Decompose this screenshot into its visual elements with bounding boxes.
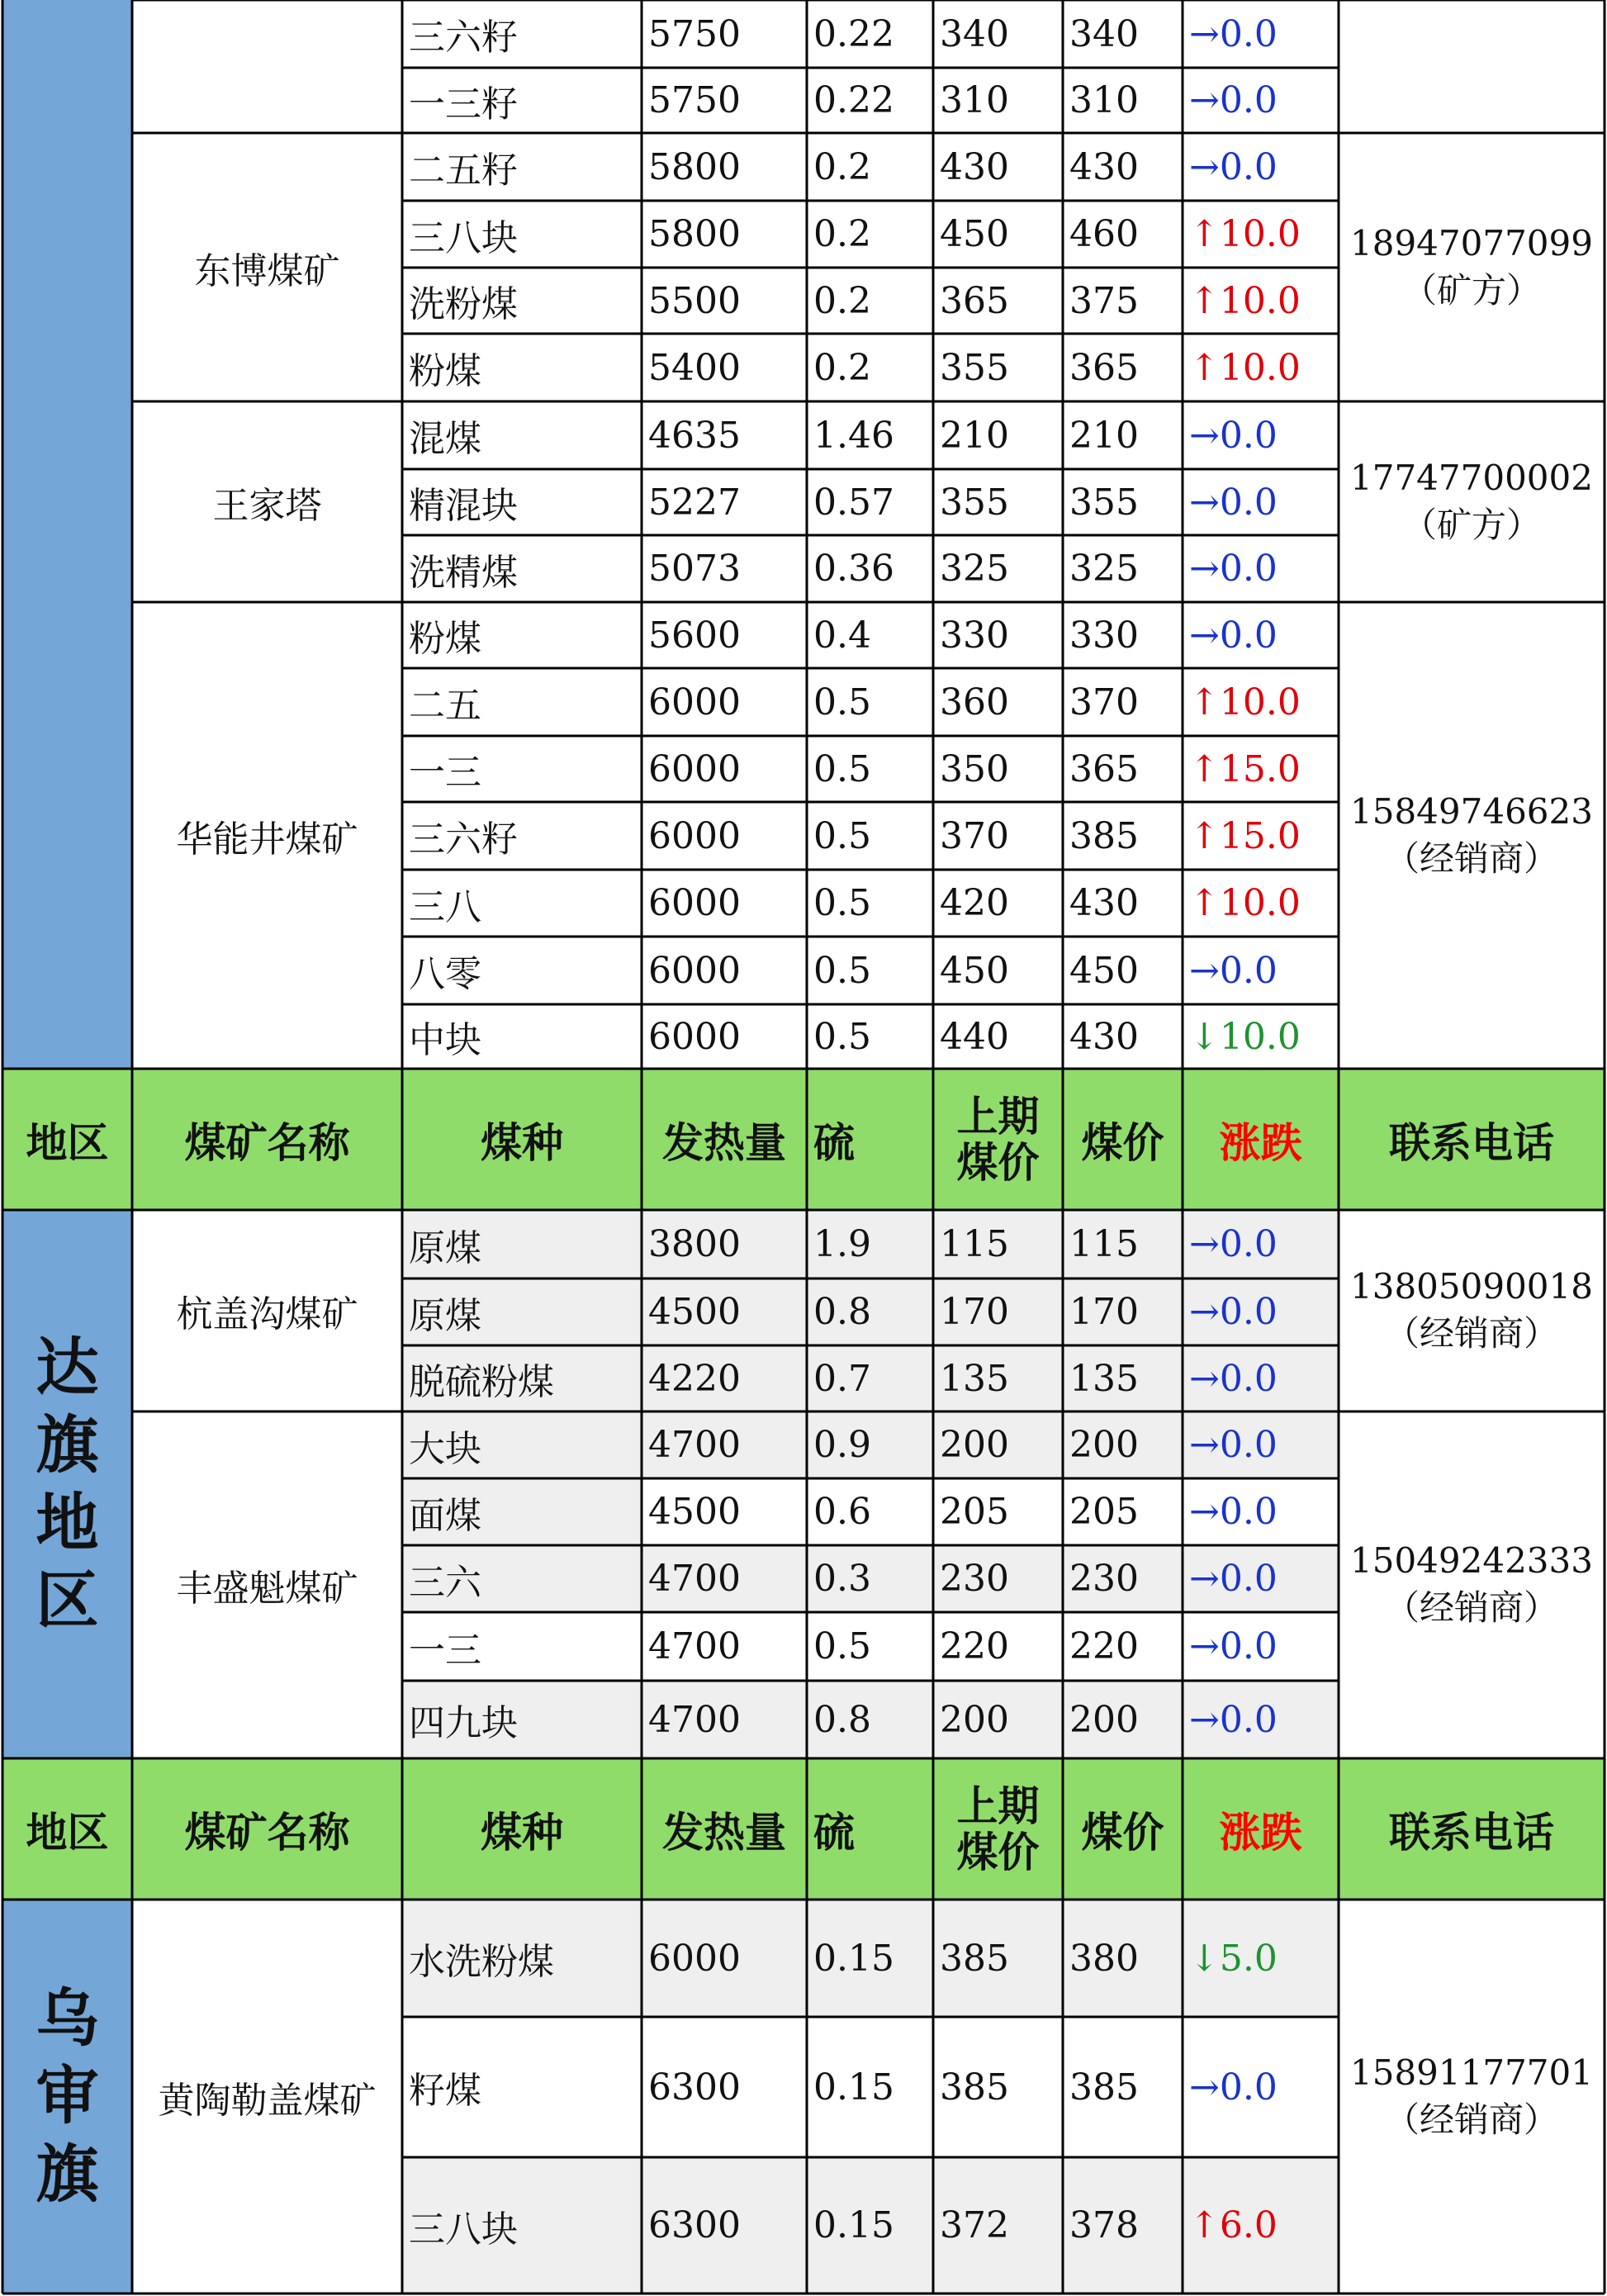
heat-value-cell: 6300: [648, 2066, 741, 2109]
prev-price-cell: 230: [933, 1545, 1063, 1612]
prev-price-cell: 370: [940, 814, 1009, 857]
change-value: 0.0: [1219, 1223, 1278, 1265]
mine-name: [132, 0, 402, 133]
region-cell: [2, 1900, 132, 2294]
header-mine-name: 煤矿名称: [132, 1758, 402, 1900]
coal-type-cell: 一三籽: [409, 83, 518, 126]
contact-phone: 15849746623: [1350, 790, 1593, 832]
arrow-right-icon: →: [1189, 1491, 1220, 1533]
change-value: 15.0: [1219, 747, 1301, 790]
coal-type-cell: 粉煤: [409, 350, 481, 392]
heat-value-cell: 6000: [648, 1015, 741, 1058]
change-cell: [1183, 1545, 1339, 1612]
region-char: 地: [36, 1486, 99, 1559]
arrow-up-icon: ↑: [1189, 213, 1220, 255]
contact-phone: 15049242333: [1350, 1540, 1593, 1582]
header-mine-name: 煤矿名称: [132, 1069, 402, 1210]
heat-value-cell: 6000: [642, 1900, 807, 2017]
heat-value-cell: 5500: [648, 279, 741, 322]
arrow-right-icon: →: [1189, 1558, 1220, 1600]
sulfur-cell: 0.22: [813, 79, 894, 121]
coal-type-cell: 一三: [409, 1629, 481, 1672]
change-value: 0.0: [1219, 949, 1278, 992]
sulfur-cell: 0.2: [813, 346, 871, 389]
mine-name: 丰盛魁煤矿: [176, 1568, 358, 1610]
prev-price-cell: 385: [933, 1900, 1063, 2017]
sulfur-cell: 0.15: [807, 1900, 933, 2017]
heat-value-cell: 5600: [648, 614, 741, 657]
price-cell: 170: [1063, 1278, 1183, 1345]
coal-type-cell: 二五: [409, 685, 481, 727]
prev-price-cell: 355: [940, 481, 1009, 524]
region-char: 达: [36, 1330, 99, 1404]
heat-value-cell: 4220: [642, 1345, 807, 1411]
price-cell: 365: [1069, 346, 1139, 389]
price-cell: 200: [1063, 1411, 1183, 1478]
prev-price-cell: 325: [940, 548, 1009, 590]
change-cell: [1183, 1681, 1339, 1758]
arrow-up-icon: ↑: [1189, 279, 1220, 322]
price-cell: 340: [1069, 12, 1139, 55]
coal-type-cell: 大块: [402, 1411, 642, 1478]
prev-price-cell: 220: [940, 1625, 1009, 1667]
mine-name: 杭盖沟煤矿: [176, 1293, 358, 1335]
sulfur-cell: 0.9: [807, 1411, 933, 1478]
sulfur-cell: 1.9: [807, 1210, 933, 1278]
heat-value-cell: 4700: [642, 1411, 807, 1478]
coal-type-cell: 原煤: [402, 1210, 642, 1278]
sulfur-cell: 0.8: [807, 1681, 933, 1758]
header-prev-line1: 上期: [956, 1781, 1040, 1830]
change-value: 0.0: [1219, 2066, 1278, 2109]
sulfur-cell: 0.5: [813, 681, 871, 723]
header-price: 煤价: [1063, 1069, 1183, 1210]
sulfur-cell: 0.3: [807, 1545, 933, 1612]
change-value: 10.0: [1219, 213, 1301, 255]
sulfur-cell: 0.7: [807, 1345, 933, 1411]
arrow-right-icon: →: [1189, 1424, 1220, 1466]
contact-phone: 17747700002: [1350, 457, 1593, 498]
header-price: 煤价: [1063, 1758, 1183, 1900]
sulfur-cell: 0.5: [813, 882, 871, 924]
coal-type-cell: 四九块: [402, 1681, 642, 1758]
prev-price-cell: 210: [940, 414, 1009, 457]
price-cell: 310: [1069, 79, 1139, 121]
arrow-right-icon: →: [1189, 2066, 1220, 2109]
change-cell: [1183, 1612, 1339, 1681]
change-cell: [1183, 1004, 1339, 1069]
price-cell: 430: [1069, 882, 1139, 924]
header-heat-value: 发热量: [642, 1758, 807, 1900]
change-value: 5.0: [1219, 1937, 1278, 1980]
sulfur-cell: 0.6: [813, 1491, 871, 1533]
prev-price-cell: 360: [940, 681, 1009, 723]
prev-price-cell: 385: [940, 2066, 1009, 2109]
sulfur-cell: 0.5: [813, 1015, 871, 1058]
contact-phone: 13805090018: [1350, 1266, 1593, 1307]
change-cell: [1183, 736, 1339, 802]
header-prev-line2: 煤价: [956, 1828, 1040, 1876]
price-cell: 220: [1069, 1625, 1139, 1667]
arrow-up-icon: ↑: [1189, 346, 1220, 389]
contact-cell: [1339, 133, 1605, 401]
mine-name: 东博煤矿: [194, 249, 340, 292]
sulfur-cell: 0.22: [813, 12, 894, 55]
prev-price-cell: 440: [940, 1015, 1009, 1058]
arrow-right-icon: →: [1189, 12, 1220, 55]
coal-type-cell: 三八块: [409, 216, 518, 259]
arrow-right-icon: →: [1189, 145, 1220, 188]
contact-role: （经销商）: [1384, 1313, 1558, 1354]
price-cell: 200: [1063, 1681, 1183, 1758]
coal-type-cell: 水洗粉煤: [402, 1900, 642, 2017]
heat-value-cell: 4700: [642, 1681, 807, 1758]
sulfur-cell: 0.5: [813, 949, 871, 992]
change-cell: [1183, 1900, 1339, 2017]
heat-value-cell: 4500: [648, 1491, 741, 1533]
change-value: 0.0: [1219, 79, 1278, 121]
prev-price-cell: 200: [933, 1411, 1063, 1478]
region-cell: [2, 1210, 132, 1758]
region-char: 乌: [36, 1981, 99, 2056]
sulfur-cell: 0.36: [813, 548, 894, 590]
change-cell: [1183, 201, 1339, 268]
heat-value-cell: 4500: [642, 1278, 807, 1345]
coal-type-cell: 混煤: [409, 418, 481, 460]
price-cell: 210: [1069, 414, 1139, 457]
sulfur-cell: 0.15: [807, 2157, 933, 2294]
price-cell: 135: [1063, 1345, 1183, 1411]
sulfur-cell: 1.46: [813, 414, 894, 457]
coal-type-cell: 三六籽: [409, 17, 518, 59]
change-cell: [1183, 334, 1339, 401]
prev-price-cell: 340: [940, 12, 1009, 55]
contact-role: （矿方）: [1401, 269, 1541, 311]
contact-cell: [1339, 0, 1605, 133]
change-cell: [1183, 870, 1339, 937]
prev-price-cell: 205: [940, 1491, 1009, 1533]
prev-price-cell: 450: [940, 213, 1009, 255]
header-prev-price: [933, 1069, 1063, 1210]
coal-type-cell: 一三: [409, 752, 481, 794]
change-value: 10.0: [1219, 346, 1301, 389]
change-value: 0.0: [1219, 614, 1278, 657]
arrow-right-icon: →: [1189, 949, 1220, 992]
contact-cell: [1339, 1411, 1605, 1758]
contact-cell: [1339, 401, 1605, 602]
coal-type-cell: 粉煤: [409, 618, 481, 660]
price-cell: 380: [1063, 1900, 1183, 2017]
heat-value-cell: 5400: [648, 346, 741, 389]
change-cell: [1183, 937, 1339, 1004]
change-value: 0.0: [1219, 1291, 1278, 1333]
change-value: 0.0: [1219, 1491, 1278, 1533]
coal-type-cell: 三六: [402, 1545, 642, 1612]
change-value: 6.0: [1219, 2204, 1278, 2246]
price-cell: 385: [1069, 814, 1139, 857]
prev-price-cell: 350: [940, 747, 1009, 790]
header-change: 涨跌: [1183, 1758, 1339, 1900]
change-value: 0.0: [1219, 1625, 1278, 1667]
change-cell: [1183, 602, 1339, 668]
arrow-up-icon: ↑: [1189, 814, 1220, 857]
change-value: 10.0: [1219, 681, 1301, 723]
mine-name: 黄陶勒盖煤矿: [158, 2079, 377, 2122]
change-value: 0.0: [1219, 481, 1278, 524]
prev-price-cell: 170: [933, 1278, 1063, 1345]
change-value: 10.0: [1219, 882, 1301, 924]
prev-price-cell: 450: [940, 949, 1009, 992]
change-cell: [1183, 268, 1339, 334]
heat-value-cell: 6000: [648, 814, 741, 857]
change-cell: [1183, 1210, 1339, 1278]
header-heat-value: 发热量: [642, 1069, 807, 1210]
heat-value-cell: 6000: [648, 882, 741, 924]
price-cell: 355: [1069, 481, 1139, 524]
header-contact: 联系电话: [1339, 1069, 1605, 1210]
coal-type-cell: 三八块: [402, 2157, 642, 2294]
header-region: 地区: [2, 1758, 132, 1900]
change-value: 0.0: [1219, 548, 1278, 590]
heat-value-cell: 5800: [648, 213, 741, 255]
contact-role: （经销商）: [1384, 2099, 1558, 2140]
coal-type-cell: 八零: [409, 953, 481, 995]
price-cell: 375: [1069, 279, 1139, 322]
sulfur-cell: 0.2: [813, 213, 871, 255]
arrow-down-icon: ↓: [1189, 1015, 1220, 1058]
coal-type-cell: 三八: [409, 885, 481, 928]
contact-role: （经销商）: [1384, 1587, 1558, 1628]
header-region: 地区: [2, 1069, 132, 1210]
contact-phone: 18947077099: [1350, 222, 1593, 263]
heat-value-cell: 5227: [648, 481, 741, 524]
coal-type-cell: 籽煤: [409, 2070, 481, 2112]
coal-type-cell: 洗粉煤: [409, 283, 518, 325]
coal-type-cell: 二五籽: [409, 149, 518, 192]
region-char: 区: [36, 1563, 99, 1638]
region-cell-top: [2, 0, 132, 1069]
change-value: 10.0: [1219, 1015, 1301, 1058]
prev-price-cell: 330: [940, 614, 1009, 657]
price-cell: 205: [1069, 1491, 1139, 1533]
heat-value-cell: 6000: [648, 747, 741, 790]
contact-cell: [1339, 602, 1605, 1069]
header-prev-price: [933, 1758, 1063, 1900]
sulfur-cell: 0.2: [813, 145, 871, 188]
prev-price-cell: 365: [940, 279, 1009, 322]
mine-name: 华能井煤矿: [176, 818, 358, 861]
heat-value-cell: 4635: [648, 414, 741, 457]
price-cell: 370: [1069, 681, 1139, 723]
change-value: 0.0: [1219, 1357, 1278, 1400]
sulfur-cell: 0.5: [813, 814, 871, 857]
heat-value-cell: 4700: [648, 1625, 741, 1667]
heat-value-cell: 3800: [642, 1210, 807, 1278]
change-cell: [1183, 133, 1339, 201]
change-cell: [1183, 1278, 1339, 1345]
arrow-down-icon: ↓: [1189, 1937, 1220, 1980]
prev-price-cell: 420: [940, 882, 1009, 924]
coal-type-cell: 洗精煤: [409, 551, 518, 594]
change-value: 10.0: [1219, 279, 1301, 322]
change-cell: [1183, 401, 1339, 469]
change-cell: [1183, 2157, 1339, 2294]
coal-type-cell: 脱硫粉煤: [402, 1345, 642, 1411]
prev-price-cell: 115: [933, 1210, 1063, 1278]
coal-type-cell: 中块: [409, 1019, 481, 1061]
arrow-right-icon: →: [1189, 1223, 1220, 1265]
sulfur-cell: 0.15: [813, 2066, 894, 2109]
arrow-up-icon: ↑: [1189, 882, 1220, 924]
change-cell: [1183, 2017, 1339, 2157]
region-char: 旗: [36, 2137, 99, 2211]
heat-value-cell: 5750: [648, 12, 741, 55]
arrow-right-icon: →: [1189, 79, 1220, 121]
price-cell: 460: [1069, 213, 1139, 255]
prev-price-cell: 135: [933, 1345, 1063, 1411]
heat-value-cell: 6300: [642, 2157, 807, 2294]
header-sulfur: 硫: [807, 1069, 933, 1210]
change-cell: [1183, 1411, 1339, 1478]
header-prev-line2: 煤价: [956, 1138, 1040, 1187]
contact-role: （经销商）: [1384, 837, 1558, 879]
contact-phone: 15891177701: [1350, 2052, 1593, 2093]
arrow-right-icon: →: [1189, 1291, 1220, 1333]
header-coal-type: 煤种: [402, 1069, 642, 1210]
arrow-right-icon: →: [1189, 1698, 1220, 1741]
price-cell: 378: [1063, 2157, 1183, 2294]
contact-cell: [1339, 1210, 1605, 1411]
change-value: 0.0: [1219, 12, 1278, 55]
arrow-right-icon: →: [1189, 614, 1220, 657]
price-cell: 365: [1069, 747, 1139, 790]
prev-price-cell: 430: [940, 145, 1009, 188]
price-cell: 430: [1069, 1015, 1139, 1058]
prev-price-cell: 200: [933, 1681, 1063, 1758]
arrow-up-icon: ↑: [1189, 747, 1220, 790]
arrow-right-icon: →: [1189, 481, 1220, 524]
region-char: 旗: [36, 1407, 99, 1482]
coal-type-cell: 精混块: [409, 485, 518, 527]
change-value: 0.0: [1219, 145, 1278, 188]
change-value: 15.0: [1219, 814, 1301, 857]
prev-price-cell: 310: [940, 79, 1009, 121]
heat-value-cell: 5800: [648, 145, 741, 188]
price-cell: 325: [1069, 548, 1139, 590]
sulfur-cell: 0.2: [813, 279, 871, 322]
header-sulfur: 硫: [807, 1758, 933, 1900]
heat-value-cell: 4700: [642, 1545, 807, 1612]
contact-role: （矿方）: [1401, 504, 1541, 545]
arrow-right-icon: →: [1189, 414, 1220, 457]
change-value: 0.0: [1219, 414, 1278, 457]
coal-type-cell: 面煤: [402, 1478, 642, 1545]
price-cell: 330: [1069, 614, 1139, 657]
arrow-right-icon: →: [1189, 548, 1220, 590]
change-cell: [1183, 535, 1339, 602]
arrow-right-icon: →: [1189, 1625, 1220, 1667]
arrow-right-icon: →: [1189, 1357, 1220, 1400]
header-coal-type: 煤种: [402, 1758, 642, 1900]
change-value: 0.0: [1219, 1698, 1278, 1741]
change-value: 0.0: [1219, 1424, 1278, 1466]
change-cell: [1183, 1345, 1339, 1411]
price-cell: 450: [1069, 949, 1139, 992]
header-contact: 联系电话: [1339, 1758, 1605, 1900]
change-cell: [1183, 1478, 1339, 1545]
region-char: 审: [36, 2059, 99, 2133]
heat-value-cell: 5073: [648, 548, 741, 590]
price-cell: 230: [1063, 1545, 1183, 1612]
sulfur-cell: 0.8: [807, 1278, 933, 1345]
mine-name: 王家塔: [212, 484, 322, 527]
change-cell: [1183, 668, 1339, 736]
price-cell: 385: [1069, 2066, 1139, 2109]
sulfur-cell: 0.4: [813, 614, 871, 657]
change-value: 0.0: [1219, 1558, 1278, 1600]
arrow-up-icon: ↑: [1189, 2204, 1220, 2246]
sulfur-cell: 0.5: [813, 747, 871, 790]
change-cell: [1183, 0, 1339, 68]
arrow-up-icon: ↑: [1189, 681, 1220, 723]
coal-type-cell: 三六籽: [409, 818, 518, 861]
sulfur-cell: 0.57: [813, 481, 894, 524]
coal-type-cell: 原煤: [402, 1278, 642, 1345]
prev-price-cell: 372: [933, 2157, 1063, 2294]
contact-cell: [1339, 1900, 1605, 2294]
change-cell: [1183, 802, 1339, 870]
price-cell: 115: [1063, 1210, 1183, 1278]
header-prev-line1: 上期: [956, 1092, 1040, 1141]
heat-value-cell: 5750: [648, 79, 741, 121]
sulfur-cell: 0.5: [813, 1625, 871, 1667]
header-change: 涨跌: [1183, 1069, 1339, 1210]
change-cell: [1183, 469, 1339, 535]
price-cell: 430: [1069, 145, 1139, 188]
heat-value-cell: 6000: [648, 681, 741, 723]
change-cell: [1183, 68, 1339, 133]
prev-price-cell: 355: [940, 346, 1009, 389]
heat-value-cell: 6000: [648, 949, 741, 992]
